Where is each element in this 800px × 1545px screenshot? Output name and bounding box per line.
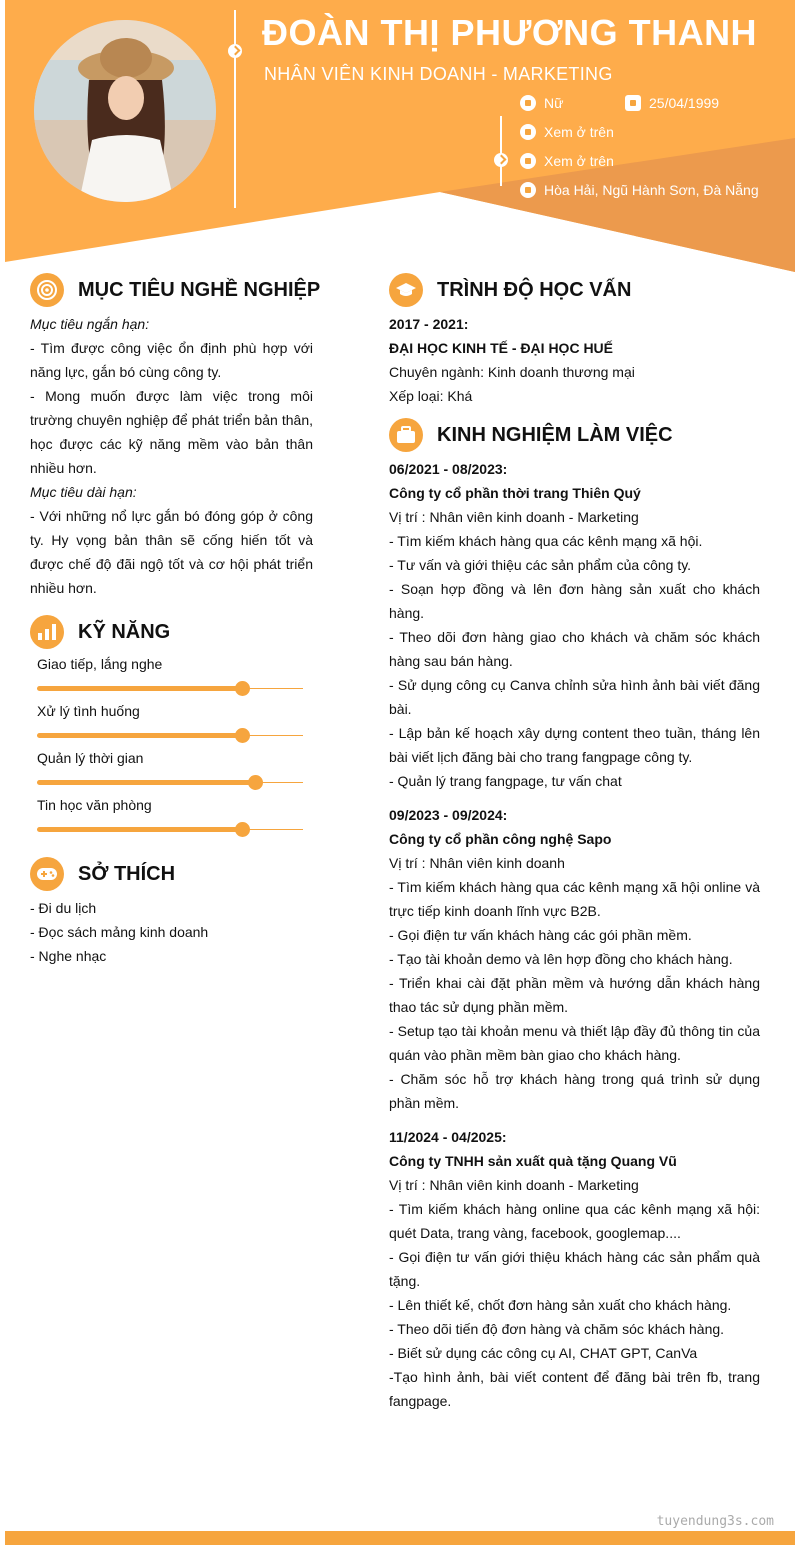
- skill-knob: [235, 728, 250, 743]
- education-major: Chuyên ngành: Kinh doanh thương mại: [389, 364, 635, 380]
- job-duty: - Sử dụng công cụ Canva chỉnh sửa hình ảnh bài viết đăng bài.: [389, 677, 760, 717]
- education-grade: Xếp loại: Khá: [389, 388, 473, 404]
- job-duty: - Tìm kiếm khách hàng qua các kênh mạng xã hội.: [389, 533, 703, 549]
- skill-item: [37, 703, 303, 745]
- skills-title: KỸ NĂNG: [78, 620, 171, 643]
- hobby-item: - Đọc sách mảng kinh doanh: [30, 924, 209, 940]
- education-title: TRÌNH ĐỘ HỌC VẤN: [437, 278, 632, 301]
- job-entry: [389, 803, 760, 1115]
- skill-level-bar: [37, 821, 303, 839]
- job-entry: [389, 1125, 760, 1413]
- education-heading: [389, 273, 631, 307]
- job-duty: - Quản lý trang fangpage, tư vấn chat: [389, 773, 622, 789]
- profile-photo: [34, 20, 216, 202]
- job-role: Vị trí : Nhân viên kinh doanh - Marketing: [389, 1177, 639, 1193]
- home-icon: [520, 182, 536, 198]
- header-banner: [0, 0, 800, 280]
- short-term-goal-2: - Mong muốn được làm việc trong môi trường chuyên nghiệp để phát triển bản thân, học được các kỹ năng mềm vào bản thân nhiều hơn.: [30, 388, 313, 476]
- calendar-icon: [625, 95, 641, 111]
- job-period: 09/2023 - 09/2024:: [389, 807, 508, 823]
- job-company: Công ty cổ phần công nghệ Sapo: [389, 831, 612, 847]
- job-duty: - Tìm kiếm khách hàng qua các kênh mạng xã hội online và trực tiếp kinh doanh lĩnh vực B2B.: [389, 879, 760, 919]
- skill-level-bar: [37, 727, 303, 745]
- job-duty: - Theo dõi tiến độ đơn hàng và chăm sóc khách hàng.: [389, 1321, 725, 1337]
- avatar: [34, 20, 216, 202]
- long-term-label: Mục tiêu dài hạn:: [30, 484, 137, 500]
- skill-name: Xử lý tình huống: [37, 703, 140, 719]
- job-company: Công ty cổ phần thời trang Thiên Quý: [389, 485, 641, 501]
- address-info: [520, 182, 759, 198]
- header-divider: [234, 10, 236, 208]
- skill-knob: [235, 681, 250, 696]
- skill-name: Tin học văn phòng: [37, 797, 152, 813]
- job-role: Vị trí : Nhân viên kinh doanh - Marketing: [389, 509, 639, 525]
- job-duty: -Tạo hình ảnh, bài viết content để đăng bài trên fb, trang fangpage.: [389, 1369, 760, 1409]
- skill-fill: [37, 780, 255, 785]
- skill-fill: [37, 733, 242, 738]
- email-value: Xem ở trên: [544, 153, 614, 169]
- skill-fill: [37, 827, 242, 832]
- experience-title: KINH NGHIỆM LÀM VIỆC: [437, 423, 673, 446]
- phone-icon: [520, 124, 536, 140]
- gender-value: Nữ: [544, 95, 564, 111]
- info-arrow-icon: [494, 153, 508, 167]
- job-entry: [389, 457, 760, 793]
- gender-info: [520, 95, 563, 111]
- job-duty: - Gọi điện tư vấn giới thiệu khách hàng các sản phẩm quà tặng.: [389, 1249, 760, 1289]
- email-icon: [520, 153, 536, 169]
- experience-list: [389, 457, 760, 1423]
- objective-heading: [30, 273, 320, 307]
- job-duty: - Biết sử dụng các công cụ AI, CHAT GPT, CanVa: [389, 1345, 698, 1361]
- education-school: ĐẠI HỌC KINH TẾ - ĐẠI HỌC HUẾ: [389, 340, 613, 356]
- job-duty: - Lập bản kế hoạch xây dựng content theo tuần, tháng lên bài viết lịch đăng bài cho trang fangpage công ty.: [389, 725, 760, 765]
- gender-icon: [520, 95, 536, 111]
- job-role: Vị trí : Nhân viên kinh doanh: [389, 855, 565, 871]
- job-duty: - Theo dõi đơn hàng giao cho khách và chăm sóc khách hàng sau bán hàng.: [389, 629, 760, 669]
- footer-bar: [5, 1531, 795, 1545]
- short-term-label: Mục tiêu ngắn hạn:: [30, 316, 150, 332]
- short-term-goal-1: - Tìm được công việc ổn định phù hợp với năng lực, gắn bó cùng công ty.: [30, 340, 313, 380]
- hobby-item: - Đi du lịch: [30, 900, 97, 916]
- job-period: 06/2021 - 08/2023:: [389, 461, 508, 477]
- skill-name: Giao tiếp, lắng nghe: [37, 656, 163, 672]
- skill-item: [37, 797, 303, 839]
- objective-body: [30, 312, 313, 600]
- job-duty: - Lên thiết kế, chốt đơn hàng sản xuất cho khách hàng.: [389, 1297, 732, 1313]
- hobby-item: - Nghe nhạc: [30, 948, 107, 964]
- address-value: Hòa Hải, Ngũ Hành Sơn, Đà Nẵng: [544, 182, 759, 198]
- graduation-cap-icon: [389, 273, 423, 307]
- skill-knob: [235, 822, 250, 837]
- skill-fill: [37, 686, 242, 691]
- gamepad-icon: [30, 857, 64, 891]
- info-divider: [500, 116, 502, 186]
- job-duty: - Tìm kiếm khách hàng online qua các kênh mạng xã hội: quét Data, trang vàng, facebook, googlemap....: [389, 1201, 760, 1241]
- job-duty: - Tạo tài khoản demo và lên hợp đồng cho khách hàng.: [389, 951, 733, 967]
- job-duty: - Gọi điện tư vấn khách hàng các gói phần mềm.: [389, 927, 692, 943]
- experience-heading: [389, 418, 673, 452]
- birthday-value: 25/04/1999: [649, 95, 720, 111]
- skill-name: Quản lý thời gian: [37, 750, 144, 766]
- bar-chart-icon: [30, 615, 64, 649]
- candidate-position: NHÂN VIÊN KINH DOANH - MARKETING: [264, 64, 613, 84]
- skill-level-bar: [37, 680, 303, 698]
- job-period: 11/2024 - 04/2025:: [389, 1129, 507, 1145]
- phone-info: [520, 124, 614, 140]
- phone-value: Xem ở trên: [544, 124, 614, 140]
- job-duty: - Setup tạo tài khoản menu và thiết lập đầy đủ thông tin của quán vào phần mềm bàn giao cho khách hàng.: [389, 1023, 760, 1063]
- birthday-info: [625, 95, 719, 111]
- candidate-name: ĐOÀN THỊ PHƯƠNG THANH: [262, 12, 758, 53]
- skill-item: [37, 656, 303, 698]
- email-info: [520, 153, 614, 169]
- long-term-goal-1: - Với những nổ lực gắn bó đóng góp ở công ty. Hy vọng bản thân sẽ cống hiến tốt và được chế độ đãi ngộ tốt và cơ hội phát triển nhiều hơn.: [30, 508, 313, 596]
- hobbies-heading: [30, 857, 175, 891]
- education-period: 2017 - 2021:: [389, 316, 469, 332]
- job-duty: - Soạn hợp đồng và lên đơn hàng sản xuất cho khách hàng.: [389, 581, 760, 621]
- skill-knob: [248, 775, 263, 790]
- divider-arrow-icon: [228, 44, 242, 58]
- education-body: [389, 312, 760, 408]
- job-duty: - Triển khai cài đặt phần mềm và hướng dẫn khách hàng thao tác sử dụng phần mềm.: [389, 975, 760, 1015]
- skills-heading: [30, 615, 170, 649]
- hobbies-title: SỞ THÍCH: [78, 862, 176, 885]
- skill-level-bar: [37, 774, 303, 792]
- job-duty: - Tư vấn và giới thiệu các sản phẩm của công ty.: [389, 557, 692, 573]
- objective-title: MỤC TIÊU NGHỀ NGHIỆP: [78, 278, 321, 301]
- skill-item: [37, 750, 303, 792]
- briefcase-icon: [389, 418, 423, 452]
- hobbies-list: [30, 896, 313, 968]
- job-duty: - Chăm sóc hỗ trợ khách hàng trong quá trình sử dụng phần mềm.: [389, 1071, 760, 1111]
- watermark: tuyendung3s.com: [656, 1514, 774, 1529]
- job-company: Công ty TNHH sản xuất quà tặng Quang Vũ: [389, 1153, 677, 1169]
- target-icon: [30, 273, 64, 307]
